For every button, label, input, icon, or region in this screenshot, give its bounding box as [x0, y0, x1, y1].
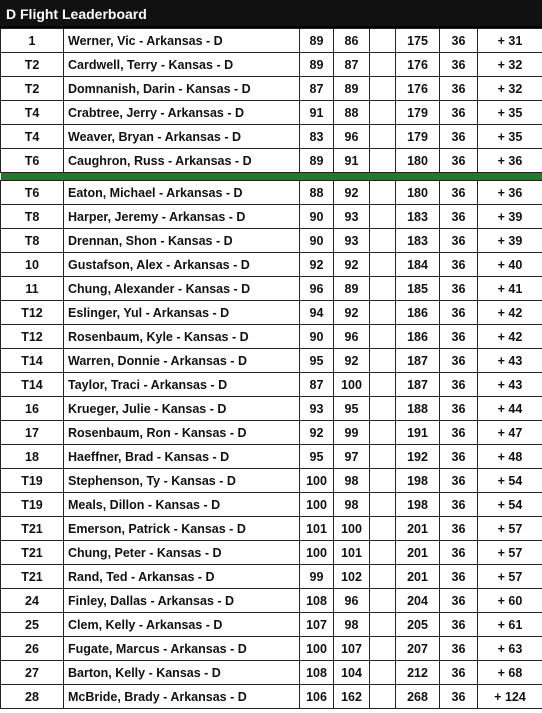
- total-score-cell: 187: [396, 373, 440, 397]
- position-cell: T4: [1, 101, 64, 125]
- player-name-cell: Eaton, Michael - Arkansas - D: [64, 181, 300, 205]
- player-name-cell: Crabtree, Jerry - Arkansas - D: [64, 101, 300, 125]
- round1-score-cell: 108: [300, 589, 334, 613]
- spacer-cell: [370, 373, 396, 397]
- to-par-cell: + 35: [478, 101, 542, 125]
- par-cell: 36: [440, 589, 478, 613]
- position-cell: T2: [1, 53, 64, 77]
- player-name-cell: Chung, Peter - Kansas - D: [64, 541, 300, 565]
- table-row: [1, 397, 542, 421]
- table-row: [1, 517, 542, 541]
- spacer-cell: [370, 349, 396, 373]
- player-name-cell: Warren, Donnie - Arkansas - D: [64, 349, 300, 373]
- to-par-cell: + 44: [478, 397, 542, 421]
- round2-score-cell: 102: [334, 565, 370, 589]
- round1-score-cell: 95: [300, 445, 334, 469]
- round2-score-cell: 88: [334, 101, 370, 125]
- position-cell: T14: [1, 349, 64, 373]
- total-score-cell: 176: [396, 53, 440, 77]
- round2-score-cell: 97: [334, 445, 370, 469]
- position-cell: 28: [1, 685, 64, 709]
- player-name-cell: Gustafson, Alex - Arkansas - D: [64, 253, 300, 277]
- player-name-cell: Domnanish, Darin - Kansas - D: [64, 77, 300, 101]
- total-score-cell: 175: [396, 29, 440, 53]
- round2-score-cell: 92: [334, 253, 370, 277]
- round1-score-cell: 99: [300, 565, 334, 589]
- par-cell: 36: [440, 685, 478, 709]
- table-row: [1, 229, 542, 253]
- total-score-cell: 205: [396, 613, 440, 637]
- position-cell: 1: [1, 29, 64, 53]
- table-row: [1, 277, 542, 301]
- spacer-cell: [370, 637, 396, 661]
- table-row: [1, 149, 542, 173]
- round1-score-cell: 106: [300, 685, 334, 709]
- to-par-cell: + 54: [478, 469, 542, 493]
- player-name-cell: Rand, Ted - Arkansas - D: [64, 565, 300, 589]
- round1-score-cell: 83: [300, 125, 334, 149]
- total-score-cell: 188: [396, 397, 440, 421]
- round1-score-cell: 91: [300, 101, 334, 125]
- spacer-cell: [370, 517, 396, 541]
- total-score-cell: 201: [396, 565, 440, 589]
- position-cell: 26: [1, 637, 64, 661]
- spacer-cell: [370, 181, 396, 205]
- position-cell: 17: [1, 421, 64, 445]
- position-cell: 16: [1, 397, 64, 421]
- to-par-cell: + 42: [478, 325, 542, 349]
- round1-score-cell: 93: [300, 397, 334, 421]
- spacer-cell: [370, 493, 396, 517]
- round2-score-cell: 96: [334, 589, 370, 613]
- player-name-cell: Weaver, Bryan - Arkansas - D: [64, 125, 300, 149]
- position-cell: T6: [1, 149, 64, 173]
- par-cell: 36: [440, 149, 478, 173]
- spacer-cell: [370, 205, 396, 229]
- cut-line-separator: [1, 173, 542, 181]
- position-cell: T8: [1, 205, 64, 229]
- position-cell: T19: [1, 469, 64, 493]
- round1-score-cell: 108: [300, 661, 334, 685]
- total-score-cell: 183: [396, 229, 440, 253]
- round1-score-cell: 100: [300, 541, 334, 565]
- round1-score-cell: 89: [300, 53, 334, 77]
- par-cell: 36: [440, 253, 478, 277]
- spacer-cell: [370, 445, 396, 469]
- to-par-cell: + 32: [478, 77, 542, 101]
- player-name-cell: Chung, Alexander - Kansas - D: [64, 277, 300, 301]
- player-name-cell: Krueger, Julie - Kansas - D: [64, 397, 300, 421]
- table-row: [1, 685, 542, 709]
- table-row: [1, 445, 542, 469]
- par-cell: 36: [440, 101, 478, 125]
- total-score-cell: 187: [396, 349, 440, 373]
- player-name-cell: Haeffner, Brad - Kansas - D: [64, 445, 300, 469]
- to-par-cell: + 57: [478, 541, 542, 565]
- leaderboard-body: [1, 29, 542, 709]
- round2-score-cell: 95: [334, 397, 370, 421]
- table-row: [1, 493, 542, 517]
- spacer-cell: [370, 661, 396, 685]
- par-cell: 36: [440, 181, 478, 205]
- player-name-cell: Taylor, Traci - Arkansas - D: [64, 373, 300, 397]
- position-cell: T21: [1, 565, 64, 589]
- table-row: [1, 101, 542, 125]
- round1-score-cell: 88: [300, 181, 334, 205]
- table-row: [1, 613, 542, 637]
- total-score-cell: 176: [396, 77, 440, 101]
- position-cell: T12: [1, 301, 64, 325]
- to-par-cell: + 43: [478, 373, 542, 397]
- to-par-cell: + 32: [478, 53, 542, 77]
- round1-score-cell: 100: [300, 637, 334, 661]
- round1-score-cell: 94: [300, 301, 334, 325]
- par-cell: 36: [440, 565, 478, 589]
- total-score-cell: 186: [396, 301, 440, 325]
- to-par-cell: + 60: [478, 589, 542, 613]
- table-row: [1, 565, 542, 589]
- to-par-cell: + 41: [478, 277, 542, 301]
- round2-score-cell: 107: [334, 637, 370, 661]
- player-name-cell: Rosenbaum, Ron - Kansas - D: [64, 421, 300, 445]
- position-cell: T8: [1, 229, 64, 253]
- par-cell: 36: [440, 229, 478, 253]
- spacer-cell: [370, 541, 396, 565]
- round2-score-cell: 98: [334, 613, 370, 637]
- table-row: [1, 421, 542, 445]
- table-row: [1, 125, 542, 149]
- par-cell: 36: [440, 29, 478, 53]
- total-score-cell: 180: [396, 149, 440, 173]
- player-name-cell: Harper, Jeremy - Arkansas - D: [64, 205, 300, 229]
- position-cell: T2: [1, 77, 64, 101]
- round2-score-cell: 96: [334, 125, 370, 149]
- round2-score-cell: 98: [334, 469, 370, 493]
- par-cell: 36: [440, 637, 478, 661]
- player-name-cell: Meals, Dillon - Kansas - D: [64, 493, 300, 517]
- leaderboard-title: D Flight Leaderboard: [0, 0, 542, 28]
- total-score-cell: 204: [396, 589, 440, 613]
- round2-score-cell: 92: [334, 301, 370, 325]
- spacer-cell: [370, 101, 396, 125]
- par-cell: 36: [440, 205, 478, 229]
- round1-score-cell: 101: [300, 517, 334, 541]
- table-row: [1, 301, 542, 325]
- par-cell: 36: [440, 445, 478, 469]
- table-row: [1, 205, 542, 229]
- par-cell: 36: [440, 493, 478, 517]
- par-cell: 36: [440, 421, 478, 445]
- total-score-cell: 179: [396, 101, 440, 125]
- round1-score-cell: 90: [300, 229, 334, 253]
- position-cell: 11: [1, 277, 64, 301]
- par-cell: 36: [440, 661, 478, 685]
- par-cell: 36: [440, 77, 478, 101]
- round2-score-cell: 89: [334, 277, 370, 301]
- round2-score-cell: 89: [334, 77, 370, 101]
- player-name-cell: Barton, Kelly - Kansas - D: [64, 661, 300, 685]
- to-par-cell: + 39: [478, 229, 542, 253]
- to-par-cell: + 35: [478, 125, 542, 149]
- round1-score-cell: 100: [300, 469, 334, 493]
- spacer-cell: [370, 565, 396, 589]
- to-par-cell: + 43: [478, 349, 542, 373]
- total-score-cell: 186: [396, 325, 440, 349]
- par-cell: 36: [440, 325, 478, 349]
- to-par-cell: + 47: [478, 421, 542, 445]
- round1-score-cell: 90: [300, 205, 334, 229]
- total-score-cell: 201: [396, 541, 440, 565]
- to-par-cell: + 124: [478, 685, 542, 709]
- round1-score-cell: 90: [300, 325, 334, 349]
- to-par-cell: + 54: [478, 493, 542, 517]
- to-par-cell: + 48: [478, 445, 542, 469]
- round2-score-cell: 101: [334, 541, 370, 565]
- par-cell: 36: [440, 541, 478, 565]
- round2-score-cell: 93: [334, 229, 370, 253]
- total-score-cell: 191: [396, 421, 440, 445]
- spacer-cell: [370, 29, 396, 53]
- table-row: [1, 253, 542, 277]
- total-score-cell: 192: [396, 445, 440, 469]
- round2-score-cell: 162: [334, 685, 370, 709]
- to-par-cell: + 57: [478, 565, 542, 589]
- to-par-cell: + 39: [478, 205, 542, 229]
- round1-score-cell: 96: [300, 277, 334, 301]
- round2-score-cell: 92: [334, 181, 370, 205]
- spacer-cell: [370, 397, 396, 421]
- spacer-cell: [370, 589, 396, 613]
- par-cell: 36: [440, 301, 478, 325]
- round2-score-cell: 100: [334, 517, 370, 541]
- spacer-cell: [370, 469, 396, 493]
- par-cell: 36: [440, 469, 478, 493]
- round1-score-cell: 92: [300, 421, 334, 445]
- position-cell: 24: [1, 589, 64, 613]
- round2-score-cell: 104: [334, 661, 370, 685]
- leaderboard-table: [0, 28, 542, 709]
- to-par-cell: + 36: [478, 149, 542, 173]
- round2-score-cell: 96: [334, 325, 370, 349]
- position-cell: 25: [1, 613, 64, 637]
- total-score-cell: 212: [396, 661, 440, 685]
- round1-score-cell: 89: [300, 29, 334, 53]
- position-cell: T14: [1, 373, 64, 397]
- spacer-cell: [370, 149, 396, 173]
- total-score-cell: 179: [396, 125, 440, 149]
- round2-score-cell: 98: [334, 493, 370, 517]
- round2-score-cell: 99: [334, 421, 370, 445]
- position-cell: T6: [1, 181, 64, 205]
- table-row: [1, 77, 542, 101]
- spacer-cell: [370, 125, 396, 149]
- player-name-cell: Emerson, Patrick - Kansas - D: [64, 517, 300, 541]
- position-cell: 10: [1, 253, 64, 277]
- player-name-cell: Clem, Kelly - Arkansas - D: [64, 613, 300, 637]
- player-name-cell: Werner, Vic - Arkansas - D: [64, 29, 300, 53]
- round2-score-cell: 92: [334, 349, 370, 373]
- spacer-cell: [370, 613, 396, 637]
- total-score-cell: 180: [396, 181, 440, 205]
- table-row: [1, 53, 542, 77]
- total-score-cell: 207: [396, 637, 440, 661]
- player-name-cell: Rosenbaum, Kyle - Kansas - D: [64, 325, 300, 349]
- to-par-cell: + 57: [478, 517, 542, 541]
- par-cell: 36: [440, 349, 478, 373]
- position-cell: 27: [1, 661, 64, 685]
- position-cell: 18: [1, 445, 64, 469]
- position-cell: T19: [1, 493, 64, 517]
- cut-line-bar: [1, 173, 542, 181]
- par-cell: 36: [440, 517, 478, 541]
- par-cell: 36: [440, 613, 478, 637]
- round1-score-cell: 87: [300, 373, 334, 397]
- total-score-cell: 183: [396, 205, 440, 229]
- total-score-cell: 198: [396, 469, 440, 493]
- position-cell: T4: [1, 125, 64, 149]
- table-row: [1, 637, 542, 661]
- player-name-cell: Finley, Dallas - Arkansas - D: [64, 589, 300, 613]
- to-par-cell: + 40: [478, 253, 542, 277]
- round2-score-cell: 86: [334, 29, 370, 53]
- round1-score-cell: 92: [300, 253, 334, 277]
- total-score-cell: 185: [396, 277, 440, 301]
- to-par-cell: + 36: [478, 181, 542, 205]
- to-par-cell: + 63: [478, 637, 542, 661]
- round1-score-cell: 100: [300, 493, 334, 517]
- spacer-cell: [370, 325, 396, 349]
- round2-score-cell: 100: [334, 373, 370, 397]
- par-cell: 36: [440, 125, 478, 149]
- total-score-cell: 268: [396, 685, 440, 709]
- to-par-cell: + 42: [478, 301, 542, 325]
- spacer-cell: [370, 421, 396, 445]
- par-cell: 36: [440, 53, 478, 77]
- round1-score-cell: 89: [300, 149, 334, 173]
- round2-score-cell: 87: [334, 53, 370, 77]
- total-score-cell: 184: [396, 253, 440, 277]
- par-cell: 36: [440, 277, 478, 301]
- to-par-cell: + 31: [478, 29, 542, 53]
- round2-score-cell: 91: [334, 149, 370, 173]
- position-cell: T21: [1, 517, 64, 541]
- table-row: [1, 29, 542, 53]
- table-row: [1, 325, 542, 349]
- round2-score-cell: 93: [334, 205, 370, 229]
- player-name-cell: Caughron, Russ - Arkansas - D: [64, 149, 300, 173]
- player-name-cell: Drennan, Shon - Kansas - D: [64, 229, 300, 253]
- spacer-cell: [370, 277, 396, 301]
- to-par-cell: + 61: [478, 613, 542, 637]
- spacer-cell: [370, 685, 396, 709]
- total-score-cell: 198: [396, 493, 440, 517]
- to-par-cell: + 68: [478, 661, 542, 685]
- player-name-cell: McBride, Brady - Arkansas - D: [64, 685, 300, 709]
- round1-score-cell: 95: [300, 349, 334, 373]
- spacer-cell: [370, 229, 396, 253]
- spacer-cell: [370, 253, 396, 277]
- round1-score-cell: 107: [300, 613, 334, 637]
- player-name-cell: Stephenson, Ty - Kansas - D: [64, 469, 300, 493]
- player-name-cell: Eslinger, Yul - Arkansas - D: [64, 301, 300, 325]
- table-row: [1, 661, 542, 685]
- player-name-cell: Fugate, Marcus - Arkansas - D: [64, 637, 300, 661]
- par-cell: 36: [440, 397, 478, 421]
- par-cell: 36: [440, 373, 478, 397]
- table-row: [1, 373, 542, 397]
- player-name-cell: Cardwell, Terry - Kansas - D: [64, 53, 300, 77]
- table-row: [1, 589, 542, 613]
- table-row: [1, 181, 542, 205]
- spacer-cell: [370, 53, 396, 77]
- round1-score-cell: 87: [300, 77, 334, 101]
- spacer-cell: [370, 301, 396, 325]
- table-row: [1, 349, 542, 373]
- table-row: [1, 541, 542, 565]
- table-row: [1, 469, 542, 493]
- spacer-cell: [370, 77, 396, 101]
- position-cell: T21: [1, 541, 64, 565]
- position-cell: T12: [1, 325, 64, 349]
- total-score-cell: 201: [396, 517, 440, 541]
